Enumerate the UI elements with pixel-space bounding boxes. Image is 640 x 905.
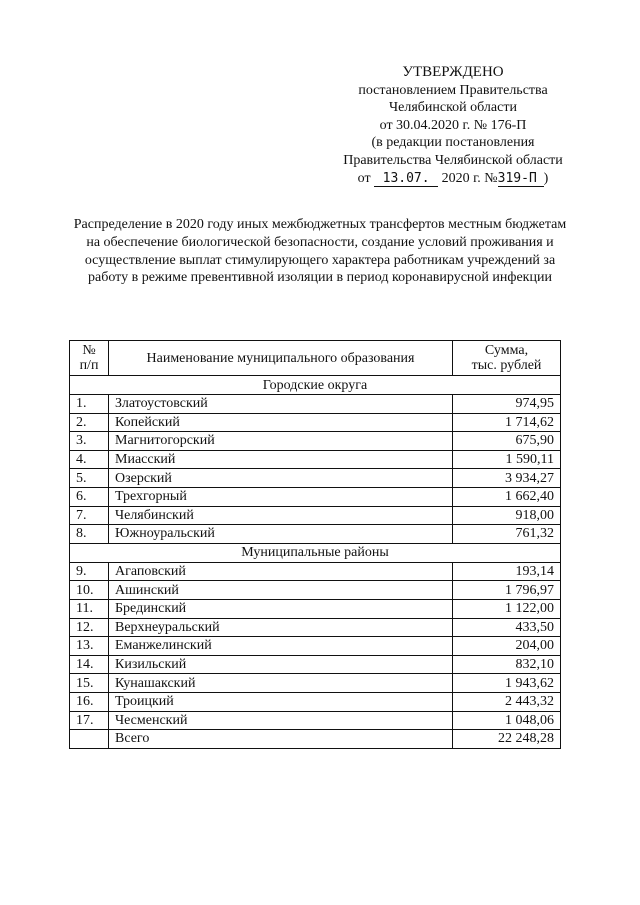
row-name: Брединский (109, 599, 453, 618)
row-name: Троицкий (109, 692, 453, 711)
row-name: Южноуральский (109, 525, 453, 544)
table-row (70, 487, 561, 506)
row-number: 11. (70, 599, 109, 618)
row-name: Озерский (109, 469, 453, 488)
document-title: Распределение в 2020 году иных межбюджетных трансфертов местным бюджетам на обеспечение биологической безопасности, создание условий проживания и осуществление выплат стимулирующего характера работникам учреждений за работу в режиме превентивной изоляции в период коронавирусной инфекции (73, 217, 567, 286)
table-row (70, 506, 561, 525)
header-number (70, 341, 109, 376)
table-row (70, 599, 561, 618)
table-row (70, 655, 561, 674)
approval-title: УТВЕРЖДЕНО (402, 64, 504, 80)
approval-line-3: от 30.04.2020 г. № 176-П (379, 117, 527, 133)
row-number: 12. (70, 618, 109, 637)
row-name: Кунашакский (109, 674, 453, 693)
table-row (70, 637, 561, 656)
approval-block (318, 64, 588, 187)
row-number: 2. (70, 413, 109, 432)
row-name: Челябинский (109, 506, 453, 525)
row-number: 15. (70, 674, 109, 693)
approval-number-field: 319-П (498, 172, 544, 187)
header-sum-line-2: тыс. рублей (471, 358, 542, 373)
approval-line-6-suffix: ) (543, 170, 549, 186)
row-number: 8. (70, 525, 109, 544)
row-name: Златоустовский (109, 395, 453, 414)
row-sum: 761,32 (453, 525, 561, 544)
row-sum: 1 122,00 (453, 599, 561, 618)
row-number: 3. (70, 432, 109, 451)
table-row (70, 395, 561, 414)
approval-line-6-prefix: от (357, 170, 375, 186)
row-number: 17. (70, 711, 109, 730)
row-sum: 918,00 (453, 506, 561, 525)
row-sum: 3 934,27 (453, 469, 561, 488)
row-name: Ашинский (109, 581, 453, 600)
row-sum: 832,10 (453, 655, 561, 674)
row-name: Миасский (109, 450, 453, 469)
group-label: Муниципальные районы (70, 543, 561, 562)
row-number: 5. (70, 469, 109, 488)
table-row (70, 525, 561, 544)
header-sum (453, 341, 561, 376)
approval-line-2: Челябинской области (389, 100, 517, 116)
row-sum: 974,95 (453, 395, 561, 414)
distribution-table (69, 340, 561, 749)
group-row-municipal-districts (70, 543, 561, 562)
group-row-city-districts (70, 376, 561, 395)
row-sum: 1 943,62 (453, 674, 561, 693)
row-sum: 193,14 (453, 562, 561, 581)
row-name: Чесменский (109, 711, 453, 730)
row-sum: 1 590,11 (453, 450, 561, 469)
row-number: 6. (70, 487, 109, 506)
approval-line-1: постановлением Правительства (358, 82, 548, 98)
row-sum: 675,90 (453, 432, 561, 451)
approval-line-6-middle: 2020 г. № (438, 170, 498, 186)
header-number-line-1: № (82, 343, 96, 358)
row-sum: 1 796,97 (453, 581, 561, 600)
row-sum: 1 662,40 (453, 487, 561, 506)
table-row (70, 581, 561, 600)
row-sum: 2 443,32 (453, 692, 561, 711)
table-row (70, 469, 561, 488)
header-name: Наименование муниципального образования (109, 341, 453, 376)
header-number-line-2: п/п (79, 358, 99, 373)
table-row (70, 450, 561, 469)
row-number: 16. (70, 692, 109, 711)
row-number: 13. (70, 637, 109, 656)
total-number (70, 730, 109, 749)
row-name: Верхнеуральский (109, 618, 453, 637)
row-number: 10. (70, 581, 109, 600)
table-row (70, 711, 561, 730)
row-number: 14. (70, 655, 109, 674)
approval-date-field: 13.07. (374, 172, 438, 187)
table-row (70, 432, 561, 451)
row-name: Магнитогорский (109, 432, 453, 451)
row-number: 9. (70, 562, 109, 581)
row-number: 4. (70, 450, 109, 469)
total-label: Всего (109, 730, 453, 749)
header-sum-line-1: Сумма, (484, 343, 529, 358)
table-body (70, 376, 561, 749)
total-sum: 22 248,28 (453, 730, 561, 749)
group-label: Городские округа (70, 376, 561, 395)
table-header-row (70, 341, 561, 376)
row-sum: 204,00 (453, 637, 561, 656)
row-number: 7. (70, 506, 109, 525)
table-row (70, 674, 561, 693)
row-name: Трехгорный (109, 487, 453, 506)
row-name: Еманжелинский (109, 637, 453, 656)
row-sum: 1 714,62 (453, 413, 561, 432)
total-row (70, 730, 561, 749)
table-row (70, 692, 561, 711)
row-sum: 433,50 (453, 618, 561, 637)
approval-line-5: Правительства Челябинской области (343, 152, 563, 168)
row-number: 1. (70, 395, 109, 414)
table-row (70, 618, 561, 637)
approval-line-4: (в редакции постановления (371, 135, 535, 151)
row-name: Агаповский (109, 562, 453, 581)
row-sum: 1 048,06 (453, 711, 561, 730)
row-name: Кизильский (109, 655, 453, 674)
table-row (70, 562, 561, 581)
approval-line-6 (318, 170, 588, 188)
table-row (70, 413, 561, 432)
row-name: Копейский (109, 413, 453, 432)
